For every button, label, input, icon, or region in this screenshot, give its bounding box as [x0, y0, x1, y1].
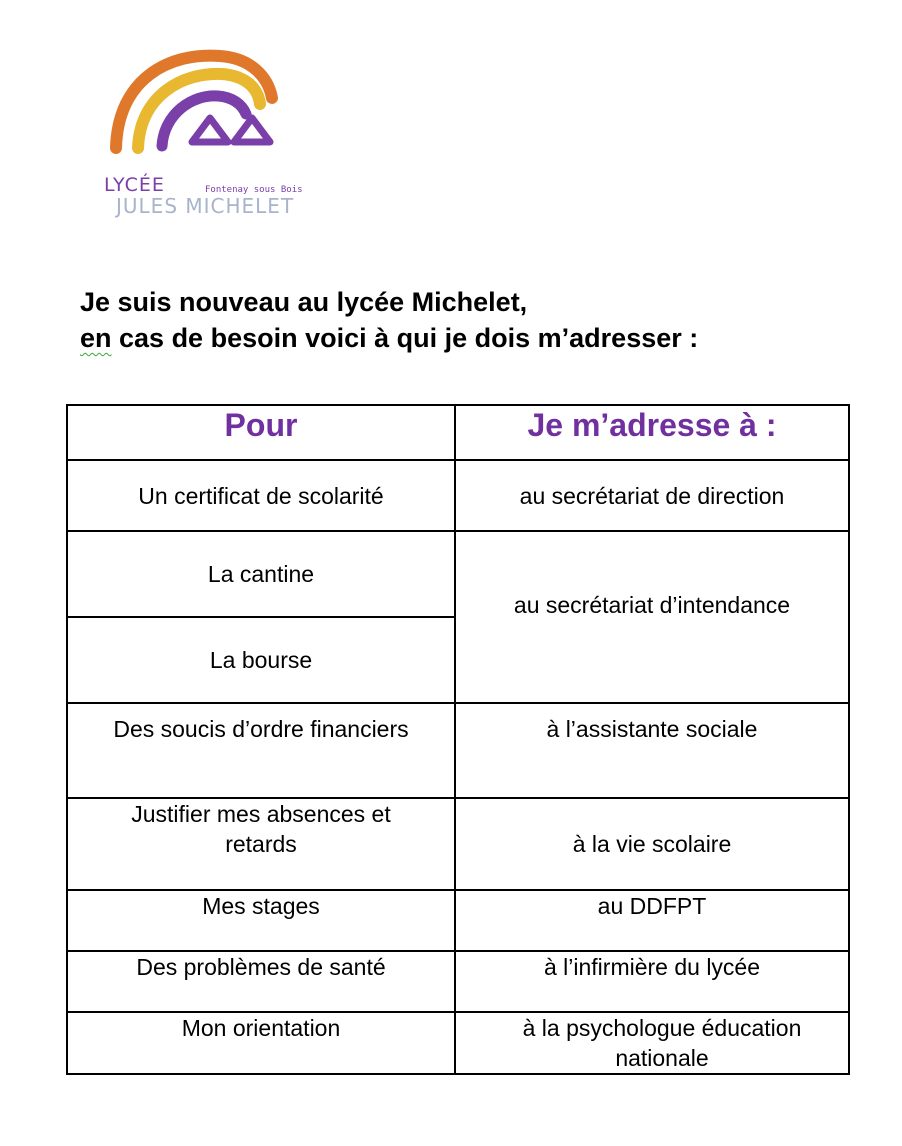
contacts-table	[66, 404, 850, 1075]
table-row	[67, 951, 849, 1012]
cell-adresse: à la psychologue éducation nationale	[455, 1012, 849, 1074]
rainbow-logo-icon	[100, 48, 320, 178]
header-pour: Pour	[67, 405, 455, 460]
cell-pour: Mes stages	[67, 890, 455, 951]
header-adresse: Je m’adresse à :	[455, 405, 849, 460]
table-row	[67, 890, 849, 951]
cell-pour: Mon orientation	[67, 1012, 455, 1074]
table-row	[67, 798, 849, 890]
cell-pour: La bourse	[67, 617, 455, 703]
heading-line-2	[80, 320, 698, 356]
logo-text-name: JULES MICHELET	[116, 194, 295, 218]
page-heading	[80, 284, 698, 356]
table-row	[67, 460, 849, 531]
heading-line-2-rest: cas de besoin voici à qui je dois m’adresser :	[111, 323, 699, 353]
table-row	[67, 703, 849, 798]
cell-adresse: à l’infirmière du lycée	[455, 951, 849, 1012]
table-row	[67, 531, 849, 617]
cell-pour: Justifier mes absences et retards	[67, 798, 455, 890]
cell-pour: La cantine	[67, 531, 455, 617]
cell-adresse: au secrétariat d’intendance	[455, 531, 849, 703]
cell-pour: Des soucis d’ordre financiers	[67, 703, 455, 798]
spellcheck-word: en	[80, 323, 112, 353]
heading-line-1: Je suis nouveau au lycée Michelet,	[80, 287, 528, 317]
school-logo	[100, 48, 320, 228]
table-row	[67, 1012, 849, 1074]
cell-pour: Des problèmes de santé	[67, 951, 455, 1012]
cell-adresse: à l’assistante sociale	[455, 703, 849, 798]
table-header-row	[67, 405, 849, 460]
cell-adresse: au DDFPT	[455, 890, 849, 951]
cell-adresse: au secrétariat de direction	[455, 460, 849, 531]
cell-pour: Un certificat de scolarité	[67, 460, 455, 531]
logo-text-place: Fontenay sous Bois	[205, 185, 303, 195]
logo-text-lycee: LYCÉE	[104, 174, 165, 196]
cell-adresse: à la vie scolaire	[455, 798, 849, 890]
